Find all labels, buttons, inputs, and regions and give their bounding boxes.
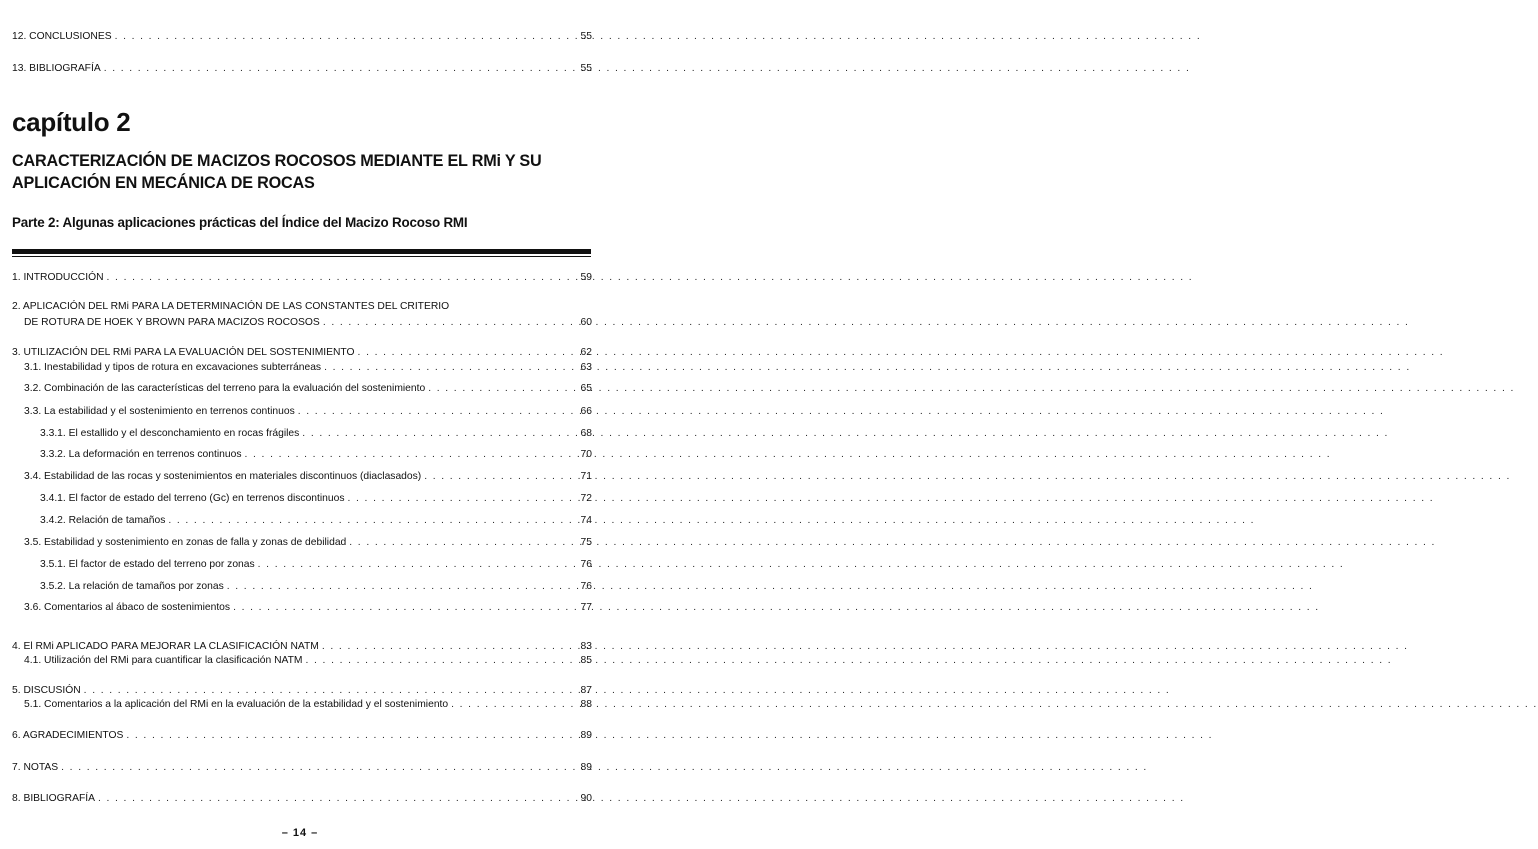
toc-entry-3-2 [24, 382, 592, 396]
entry-page: 55 [580, 63, 592, 74]
entry-page: 72 [580, 493, 592, 504]
dot-leader [324, 361, 575, 375]
toc-entry-3-4-1 [40, 492, 592, 506]
entry-text: 3.1. Inestabilidad y tipos de rotura en excavaciones subterráneas [24, 362, 322, 373]
entry-page: 76 [580, 581, 592, 592]
entry-text: 3.5.2. La relación de tamaños por zonas [40, 581, 224, 592]
dot-leader [61, 761, 575, 775]
dot-leader [358, 346, 575, 360]
dot-leader [233, 601, 575, 615]
toc-entry-3-4 [24, 470, 592, 484]
entry-text: 3.5.1. El factor de estado del terreno por zonas [40, 559, 255, 570]
toc-entry-bibliografia-ch1 [12, 62, 592, 76]
toc-entry-5 [12, 684, 592, 698]
dot-leader [126, 729, 575, 743]
entry-text: 3.3. La estabilidad y el sostenimiento en terrenos continuos [24, 406, 295, 417]
entry-page: 62 [580, 347, 592, 358]
toc-entry-3-3-1 [40, 427, 592, 441]
entry-page: 66 [580, 406, 592, 417]
entry-page: 74 [580, 515, 592, 526]
entry-text: 5. DISCUSIÓN [12, 685, 81, 696]
entry-page: 90 [580, 793, 592, 804]
toc-entry-8 [12, 792, 592, 806]
entry-page: 55 [580, 31, 592, 42]
dot-leader [104, 62, 575, 76]
entry-text: 3.5. Estabilidad y sostenimiento en zonas de falla y zonas de debilidad [24, 537, 347, 548]
dot-leader [349, 536, 575, 550]
chapter-label: capítulo 2 [12, 107, 131, 137]
entry-text: 4.1. Utilización del RMi para cuantificar la clasificación NATM [24, 655, 303, 666]
toc-entry-6 [12, 729, 592, 743]
entry-page: 83 [580, 641, 592, 652]
toc-entry-2-line2 [24, 316, 592, 330]
entry-text: 2. APLICACIÓN DEL RMi PARA LA DETERMINACIÓN DE LAS CONSTANTES DEL CRITERIO [12, 301, 450, 312]
entry-page: 87 [580, 685, 592, 696]
entry-page: 65 [580, 383, 592, 394]
entry-text: 3.3.1. El estallido y el desconchamiento en rocas frágiles [40, 428, 300, 439]
dot-leader [323, 316, 575, 330]
toc-entry-4-1 [24, 654, 592, 668]
dot-leader [298, 405, 575, 419]
dot-leader [322, 640, 575, 654]
entry-text: 3.4.2. Relación de tamaños [40, 515, 166, 526]
dot-leader [98, 792, 575, 806]
entry-text: 13. BIBLIOGRAFÍA [12, 63, 101, 74]
divider-thick [12, 249, 591, 254]
toc-entry-5-1 [24, 698, 592, 712]
entry-page: 88 [580, 699, 592, 710]
entry-text: 1. INTRODUCCIÓN [12, 272, 104, 283]
entry-page: 77 [580, 602, 592, 613]
page-number: – 14 – [281, 827, 319, 839]
entry-text: 3.4. Estabilidad de las rocas y sostenimientos en materiales discontinuos (diaclasados) [24, 471, 422, 482]
entry-text: 8. BIBLIOGRAFÍA [12, 793, 95, 804]
toc-entry-3-3-2 [40, 448, 592, 462]
toc-entry-3-3 [24, 405, 592, 419]
dot-leader [348, 492, 576, 506]
entry-text: 12. CONCLUSIONES [12, 31, 112, 42]
toc-entry-3-1 [24, 361, 592, 375]
entry-text: 3.6. Comentarios al ábaco de sostenimientos [24, 602, 231, 613]
entry-page: 70 [580, 449, 592, 460]
toc-entry-4 [12, 640, 592, 654]
entry-page: 68 [580, 428, 592, 439]
divider-thin [12, 256, 591, 257]
entry-page: 85 [580, 655, 592, 666]
entry-page: 63 [580, 362, 592, 373]
toc-entry-3-6 [24, 601, 592, 615]
entry-page: 89 [580, 762, 592, 773]
dot-leader [424, 470, 575, 484]
entry-text: 3.2. Combinación de las características del terreno para la evaluación del sostenimiento [24, 383, 426, 394]
toc-entry-1 [12, 271, 592, 285]
dot-leader [168, 514, 575, 528]
entry-page: 76 [580, 559, 592, 570]
entry-text: DE ROTURA DE HOEK Y BROWN PARA MACIZOS ROCOSOS [24, 317, 320, 328]
entry-text: 3. UTILIZACIÓN DEL RMi PARA LA EVALUACIÓN DEL SOSTENIMIENTO [12, 347, 355, 358]
toc-entry-3-5-1 [40, 558, 592, 572]
dot-leader [258, 558, 575, 572]
entry-text: 3.3.2. La deformación en terrenos continuos [40, 449, 242, 460]
entry-text: 3.4.1. El factor de estado del terreno (Gc) en terrenos discontinuos [40, 493, 345, 504]
dot-leader [245, 448, 576, 462]
entry-page: 89 [580, 730, 592, 741]
dot-leader [84, 684, 575, 698]
entry-page: 71 [580, 471, 592, 482]
entry-text: 6. AGRADECIMIENTOS [12, 730, 124, 741]
entry-text: 4. El RMi APLICADO PARA MEJORAR LA CLASIFICACIÓN NATM [12, 641, 319, 652]
dot-leader [227, 580, 575, 594]
dot-leader [302, 427, 575, 441]
dot-leader [451, 698, 575, 712]
chapter-title: CARACTERIZACIÓN DE MACIZOS ROCOSOS MEDIANTE EL RMi Y SU APLICACIÓN EN MECÁNICA DE ROCAS [12, 152, 542, 192]
dot-leader [115, 30, 575, 44]
toc-entry-3-5 [24, 536, 592, 550]
entry-text: 7. NOTAS [12, 762, 59, 773]
toc-entry-2-line1 [12, 300, 592, 314]
entry-text: 5.1. Comentarios a la aplicación del RMi en la evaluación de la estabilidad y el sostenimiento [24, 699, 449, 710]
dot-leader [306, 654, 576, 668]
entry-page: 59 [580, 272, 592, 283]
toc-entry-3 [12, 346, 592, 360]
entry-page: 75 [580, 537, 592, 548]
toc-entry-3-5-2 [40, 580, 592, 594]
entry-page: 60 [580, 317, 592, 328]
dot-leader [107, 271, 575, 285]
dot-leader [428, 382, 575, 396]
chapter-subtitle: Parte 2: Algunas aplicaciones prácticas del Índice del Macizo Rocoso RMI [12, 215, 468, 230]
toc-entry-7 [12, 761, 592, 775]
toc-entry-3-4-2 [40, 514, 592, 528]
toc-entry-conclusiones [12, 30, 592, 44]
